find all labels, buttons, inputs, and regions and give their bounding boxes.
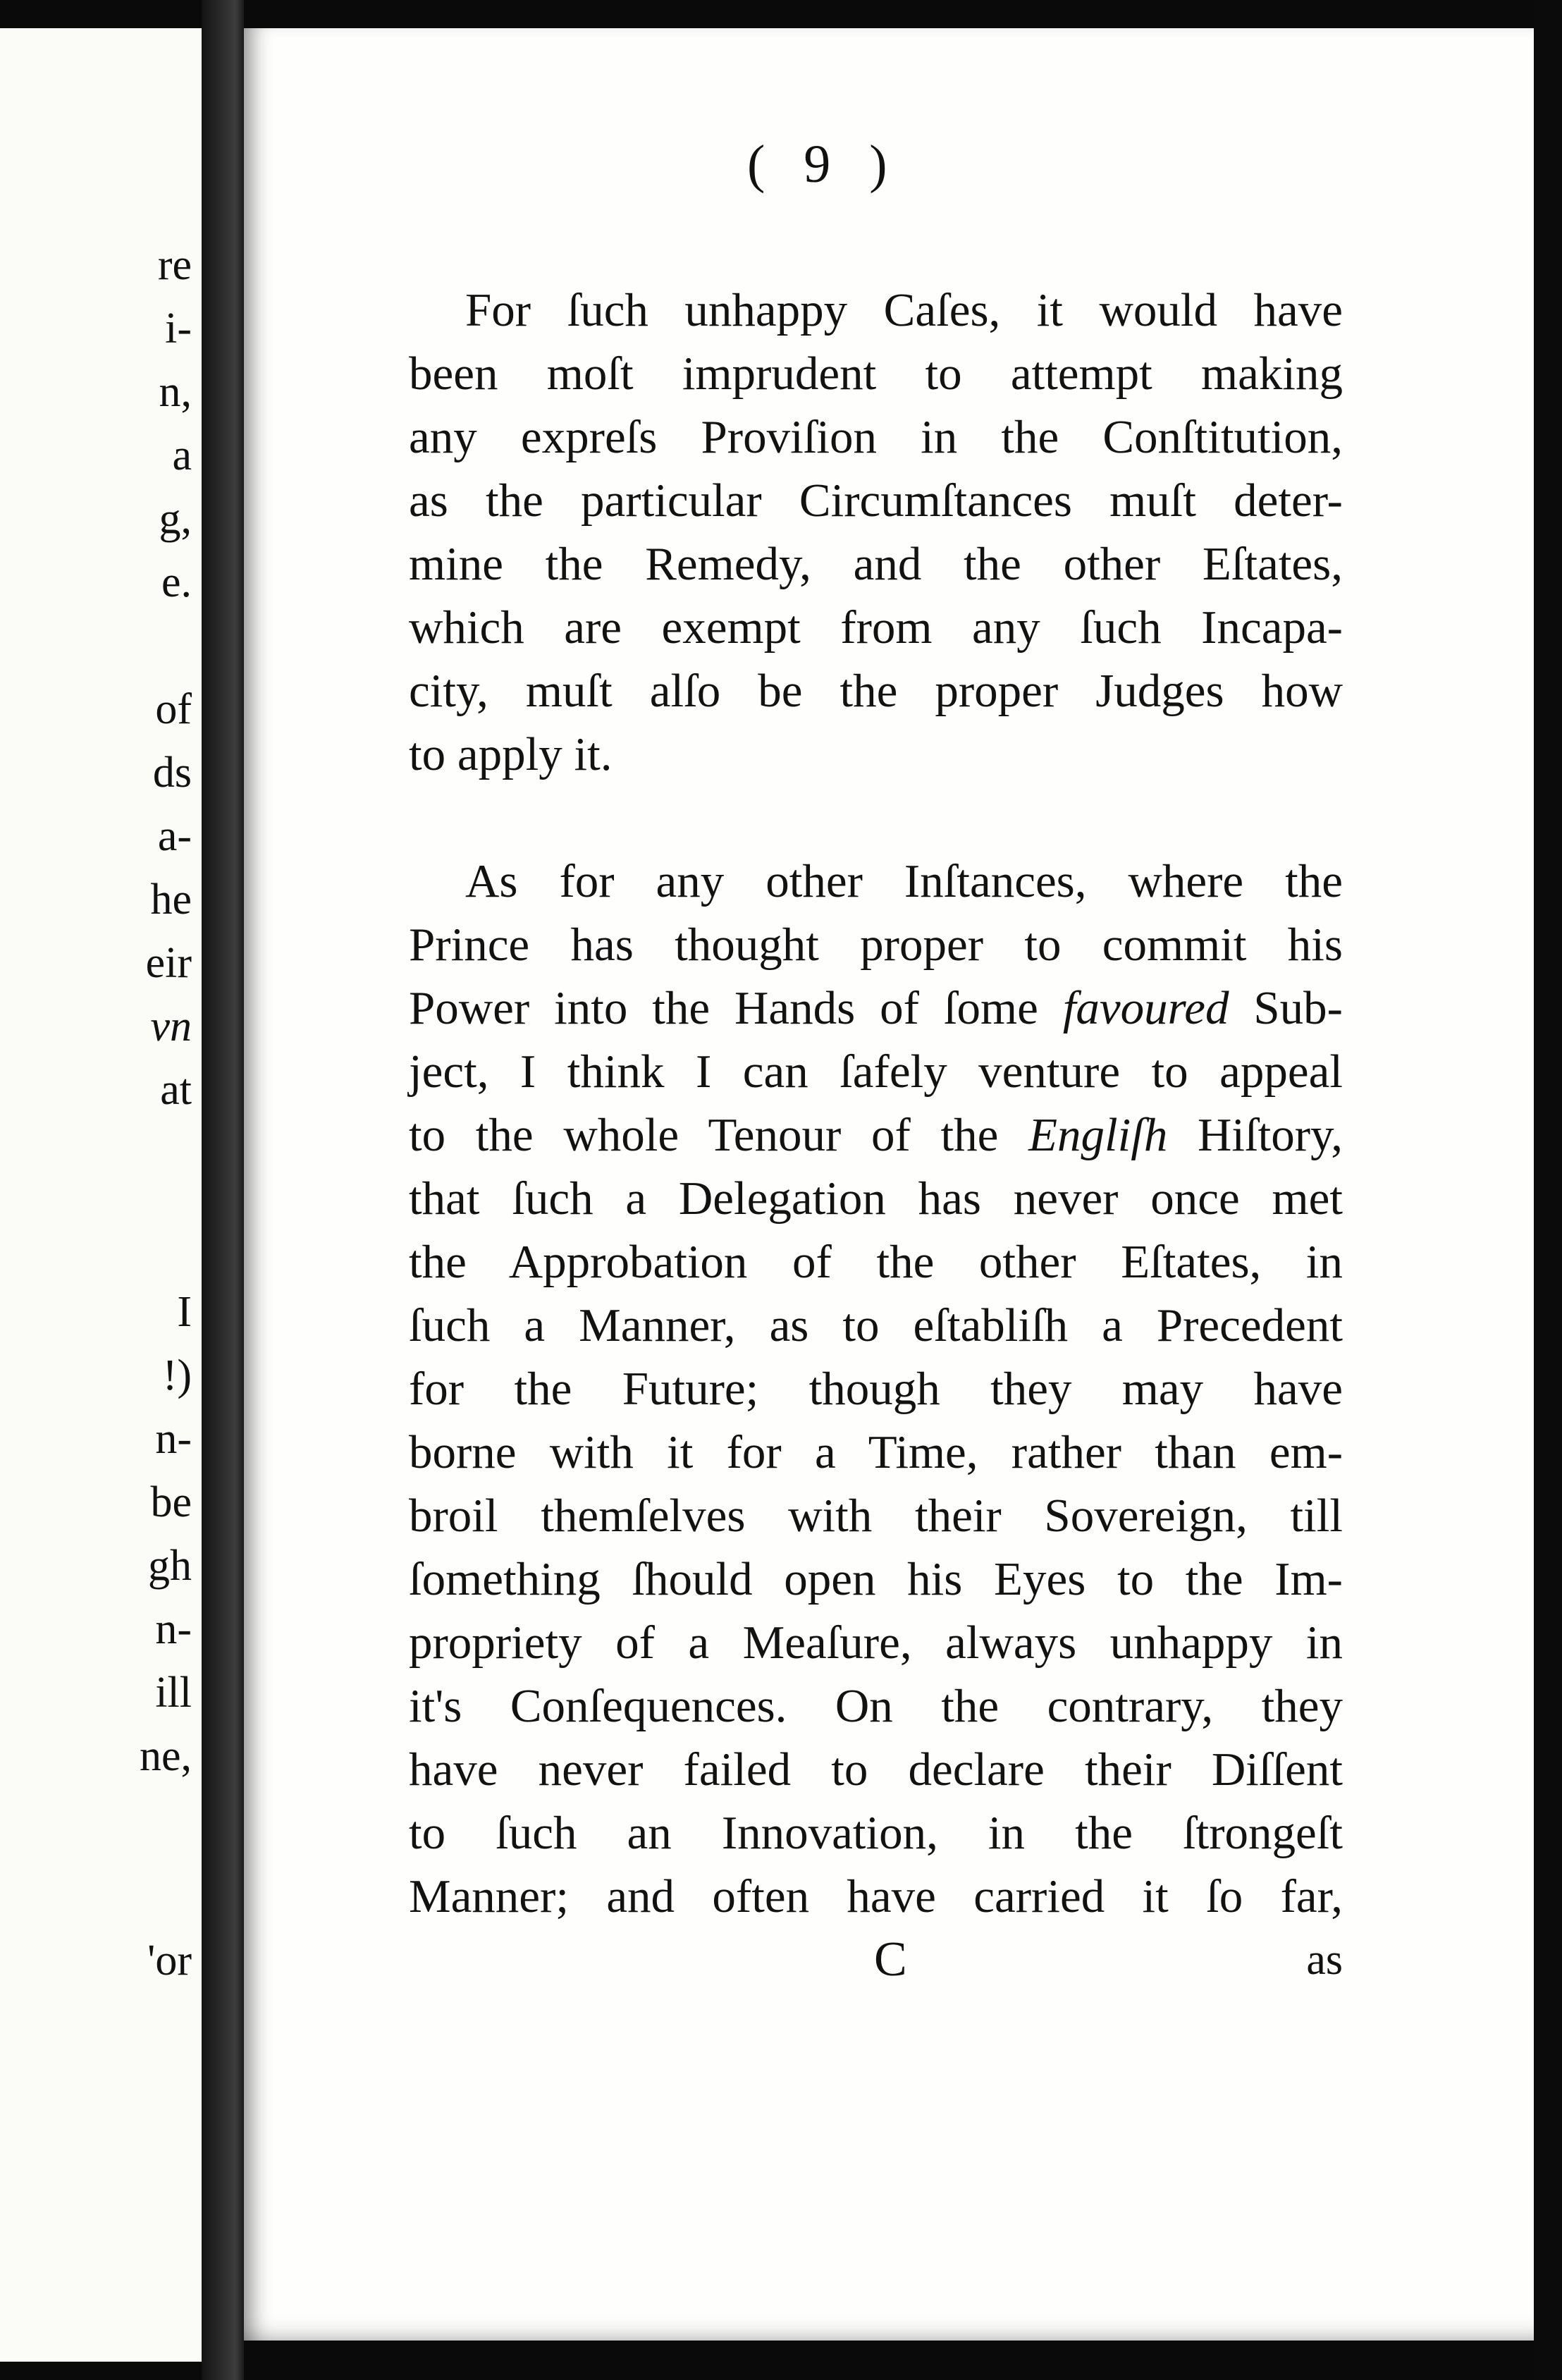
prev-page-fragment: I: [177, 1288, 192, 1336]
text-line: been moſt imprudent to attempt making: [409, 348, 1343, 400]
prev-page-fragment: he: [150, 876, 192, 924]
text-line: that ſuch a Delegation has never once met: [409, 1172, 1343, 1225]
text-line: ſomething ſhould open his Eyes to the Im-: [409, 1553, 1343, 1605]
previous-page-strip: [0, 28, 202, 2362]
text-line: ject, I think I can ſafely venture to appeal: [409, 1045, 1343, 1098]
text-line: Power into the Hands of ſome favoured Sub-: [409, 982, 1343, 1034]
text-line: Prince has thought proper to commit his: [409, 919, 1343, 971]
paragraph-2: [409, 849, 1343, 1928]
prev-page-fragment: !): [162, 1351, 192, 1399]
text-line: as the particular Circumſtances muſt deter-: [409, 474, 1343, 527]
text-line: to the whole Tenour of the Engliſh Hiſtory,: [409, 1109, 1343, 1161]
text-line: city, muſt alſo be the proper Judges how: [409, 665, 1343, 717]
text-line: As for any other Inſtances, where the: [465, 855, 1343, 907]
text-line: broil themſelves with their Sovereign, till: [409, 1490, 1343, 1542]
text-line: borne with it for a Time, rather than em-: [409, 1426, 1343, 1478]
text-line: any expreſs Proviſion in the Conſtitution,: [409, 411, 1343, 463]
page-footer: [409, 1928, 1343, 1992]
text-line: have never failed to declare their Diſſent: [409, 1743, 1343, 1796]
paragraph-1: [409, 278, 1343, 786]
prev-page-fragment: vn: [150, 1002, 192, 1050]
text-line: for the Future; though they may have: [409, 1363, 1343, 1415]
prev-page-fragment: of: [155, 685, 192, 733]
prev-page-fragment: re: [157, 241, 192, 289]
prev-page-fragment: g,: [159, 495, 192, 543]
prev-page-fragment: ds: [152, 749, 192, 797]
prev-page-fragment: 'or: [147, 1937, 192, 1985]
page-edge-shadow: [1534, 0, 1562, 2380]
prev-page-fragment: a-: [157, 812, 192, 860]
text-line: propriety of a Meaſure, always unhappy in: [409, 1617, 1343, 1669]
prev-page-fragment: be: [150, 1478, 192, 1526]
prev-page-fragment: a: [172, 431, 192, 479]
prev-page-fragment: ne,: [139, 1732, 192, 1780]
signature-mark: C: [874, 1932, 907, 1987]
prev-page-fragment: e.: [161, 558, 192, 606]
text-line: For ſuch unhappy Caſes, it would have: [465, 284, 1343, 336]
catchword: as: [1306, 1936, 1343, 1984]
text-line: to apply it.: [409, 728, 613, 780]
prev-page-fragment: at: [160, 1066, 192, 1114]
prev-page-fragment: i-: [165, 305, 192, 352]
text-line: which are exempt from any ſuch Incapa-: [409, 601, 1343, 654]
book-gutter: [202, 0, 244, 2380]
text-line: Manner; and often have carried it ſo far,: [409, 1870, 1343, 1922]
text-line: mine the Remedy, and the other Eſtates,: [409, 538, 1343, 590]
prev-page-fragment: gh: [148, 1542, 192, 1590]
prev-page-fragment: eir: [145, 939, 192, 987]
text-line: ſuch a Manner, as to eſtabliſh a Precedent: [409, 1299, 1343, 1351]
text-line: to ſuch an Innovation, in the ſtrongeſt: [409, 1807, 1343, 1859]
text-line: the Approbation of the other Eſtates, in: [409, 1236, 1343, 1288]
page-number: ( 9 ): [747, 135, 900, 194]
prev-page-fragment: n-: [155, 1415, 192, 1463]
text-line: it's Conſequences. On the contrary, they: [409, 1680, 1343, 1732]
prev-page-fragment: n,: [159, 368, 192, 416]
prev-page-fragment: n-: [155, 1605, 192, 1653]
prev-page-fragment: ill: [155, 1669, 192, 1717]
